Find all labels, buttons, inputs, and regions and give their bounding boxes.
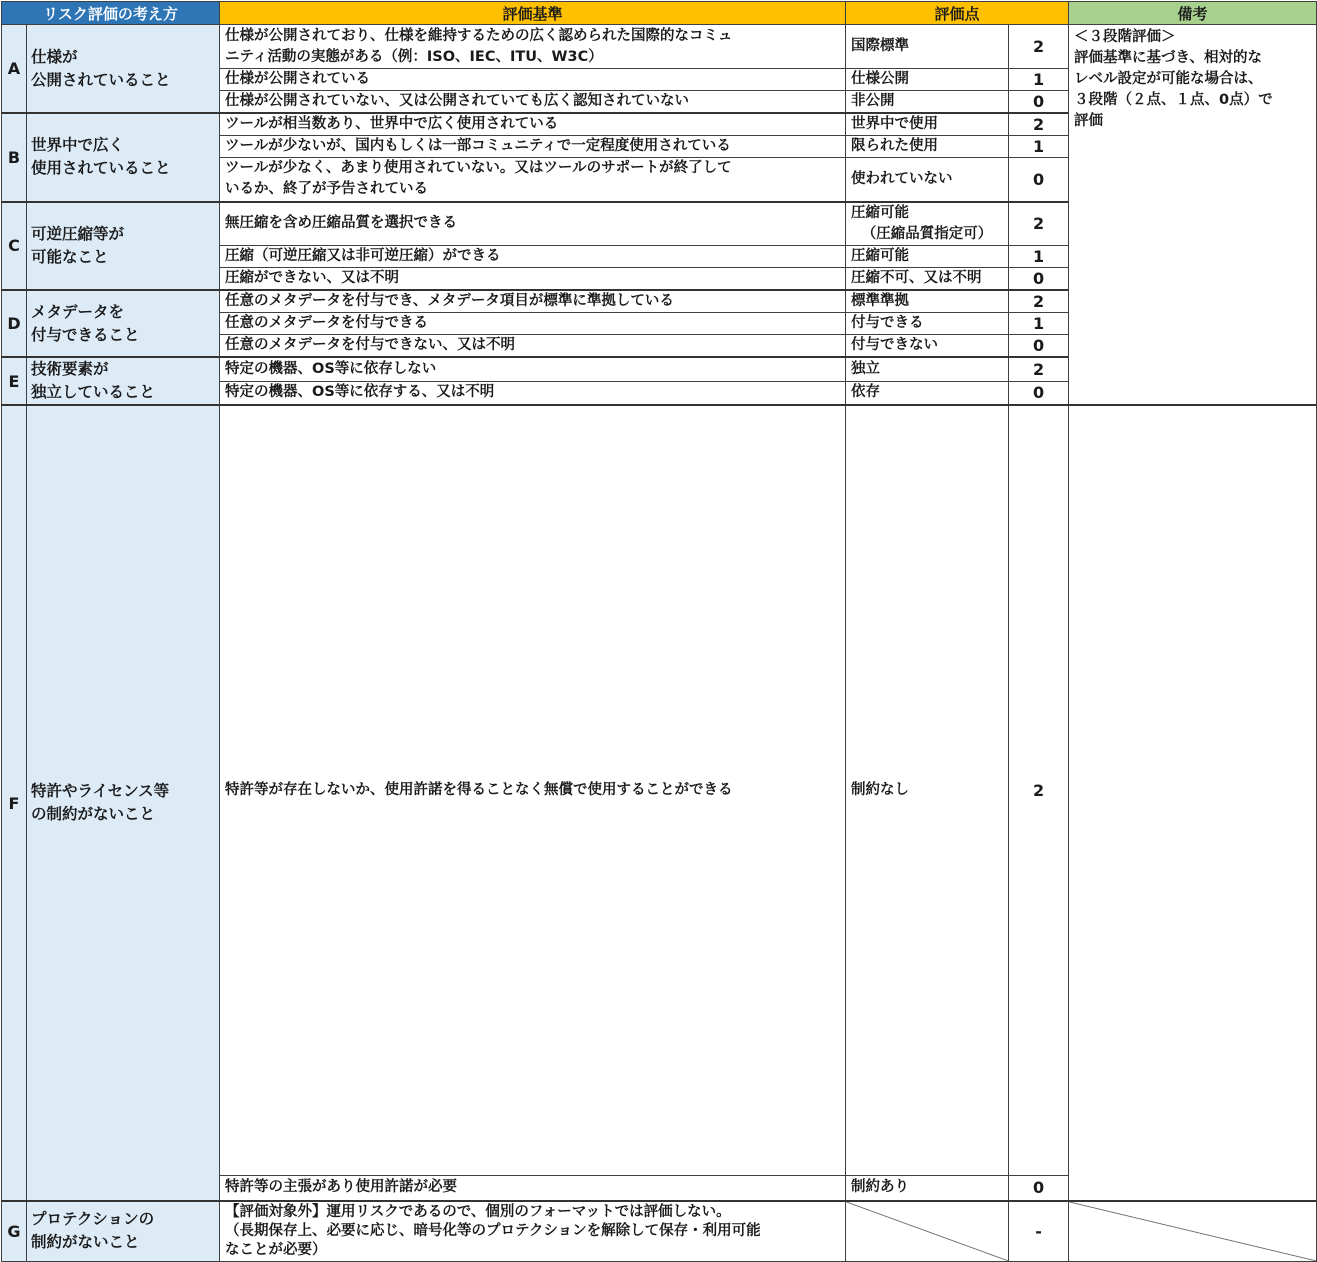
category-letter: E bbox=[2, 357, 27, 405]
criteria-cell: 圧縮（可逆圧縮又は非可逆圧縮）ができる bbox=[220, 246, 846, 268]
criteria-cell: 任意のメタデータを付与できない、又は不明 bbox=[220, 335, 846, 358]
not-applicable-remark bbox=[1069, 1201, 1317, 1261]
category-letter: D bbox=[2, 290, 27, 357]
point-label: 非公開 bbox=[846, 91, 1009, 114]
score-cell: 0 bbox=[1009, 268, 1069, 291]
score-cell: 0 bbox=[1009, 158, 1069, 202]
criteria-cell: 任意のメタデータを付与できる bbox=[220, 313, 846, 335]
table-row bbox=[2, 25, 1317, 69]
risk-evaluation-table bbox=[1, 1, 1317, 1262]
header-points: 評価点 bbox=[846, 2, 1069, 25]
score-cell: 1 bbox=[1009, 313, 1069, 335]
category-label: 特許やライセンス等 の制約がないこと bbox=[27, 405, 220, 1201]
point-label: 独立 bbox=[846, 357, 1009, 381]
point-label: 標準準拠 bbox=[846, 290, 1009, 313]
header-concept: リスク評価の考え方 bbox=[2, 2, 220, 25]
criteria-cell: 特許等が存在しないか、使用許諾を得ることなく無償で使用することができる bbox=[220, 405, 846, 1175]
category-label: プロテクションの 制約がないこと bbox=[27, 1201, 220, 1261]
category-label: 仕様が 公開されていること bbox=[27, 25, 220, 114]
criteria-cell: ツールが相当数あり、世界中で広く使用されている bbox=[220, 113, 846, 136]
point-label: 付与できない bbox=[846, 335, 1009, 358]
criteria-cell: 仕様が公開されており、仕様を維持するための広く認められた国際的なコミュ ニティ活動の実態がある（例：ISO、IEC、ITU、W3C） bbox=[220, 25, 846, 69]
criteria-cell: 仕様が公開されていない、又は公開されていても広く認知されていない bbox=[220, 91, 846, 114]
table-row bbox=[2, 1201, 1317, 1261]
score-cell: 0 bbox=[1009, 381, 1069, 405]
point-label: 圧縮可能 bbox=[846, 246, 1009, 268]
not-applicable-cell bbox=[846, 1201, 1009, 1261]
category-label: 可逆圧縮等が 可能なこと bbox=[27, 202, 220, 291]
header-remarks: 備考 bbox=[1069, 2, 1317, 25]
category-letter: A bbox=[2, 25, 27, 114]
criteria-cell: 無圧縮を含め圧縮品質を選択できる bbox=[220, 202, 846, 246]
point-label: 使われていない bbox=[846, 158, 1009, 202]
score-cell: 2 bbox=[1009, 405, 1069, 1175]
category-letter: F bbox=[2, 405, 27, 1201]
criteria-cell: 特定の機器、OS等に依存しない bbox=[220, 357, 846, 381]
criteria-cell: ツールが少なく、あまり使用されていない。又はツールのサポートが終了して いるか、終了が予告されている bbox=[220, 158, 846, 202]
category-label: メタデータを 付与できること bbox=[27, 290, 220, 357]
score-cell: 1 bbox=[1009, 136, 1069, 158]
point-label: 依存 bbox=[846, 381, 1009, 405]
criteria-cell: 仕様が公開されている bbox=[220, 69, 846, 91]
criteria-cell: 【評価対象外】運用リスクであるので、個別のフォーマットでは評価しない。 （長期保存上、必要に応じ、暗号化等のプロテクションを解除して保存・利用可能 なことが必要） bbox=[220, 1201, 846, 1261]
criteria-cell: 特定の機器、OS等に依存する、又は不明 bbox=[220, 381, 846, 405]
category-letter: B bbox=[2, 113, 27, 202]
remark-three-level: ＜３段階評価＞ 評価基準に基づき、相対的な レベル設定が可能な場合は、 ３段階（２点、１点、0点）で 評価 bbox=[1069, 25, 1317, 406]
point-label: 圧縮不可、又は不明 bbox=[846, 268, 1009, 291]
criteria-cell: 任意のメタデータを付与でき、メタデータ項目が標準に準拠している bbox=[220, 290, 846, 313]
score-cell: 2 bbox=[1009, 290, 1069, 313]
score-cell: 1 bbox=[1009, 69, 1069, 91]
header-criteria: 評価基準 bbox=[220, 2, 846, 25]
point-label: 仕様公開 bbox=[846, 69, 1009, 91]
criteria-cell: 特許等の主張があり使用許諾が必要 bbox=[220, 1175, 846, 1201]
score-cell: - bbox=[1009, 1201, 1069, 1261]
score-cell: 1 bbox=[1009, 246, 1069, 268]
point-label: 制約あり bbox=[846, 1175, 1009, 1201]
header-row bbox=[2, 2, 1317, 25]
point-label: 付与できる bbox=[846, 313, 1009, 335]
score-cell: 2 bbox=[1009, 202, 1069, 246]
criteria-cell: ツールが少ないが、国内もしくは一部コミュニティで一定程度使用されている bbox=[220, 136, 846, 158]
point-label: 国際標準 bbox=[846, 25, 1009, 69]
category-letter: G bbox=[2, 1201, 27, 1261]
category-letter: C bbox=[2, 202, 27, 291]
point-label: 圧縮可能 （圧縮品質指定可） bbox=[846, 202, 1009, 246]
score-cell: 0 bbox=[1009, 335, 1069, 358]
score-cell: 2 bbox=[1009, 357, 1069, 381]
category-label: 世界中で広く 使用されていること bbox=[27, 113, 220, 202]
table-row bbox=[2, 405, 1317, 1175]
score-cell: 2 bbox=[1009, 25, 1069, 69]
score-cell: 0 bbox=[1009, 91, 1069, 114]
point-label: 世界中で使用 bbox=[846, 113, 1009, 136]
category-label: 技術要素が 独立していること bbox=[27, 357, 220, 405]
point-label: 限られた使用 bbox=[846, 136, 1009, 158]
score-cell: 0 bbox=[1009, 1175, 1069, 1201]
point-label: 制約なし bbox=[846, 405, 1009, 1175]
criteria-cell: 圧縮ができない、又は不明 bbox=[220, 268, 846, 291]
score-cell: 2 bbox=[1009, 113, 1069, 136]
